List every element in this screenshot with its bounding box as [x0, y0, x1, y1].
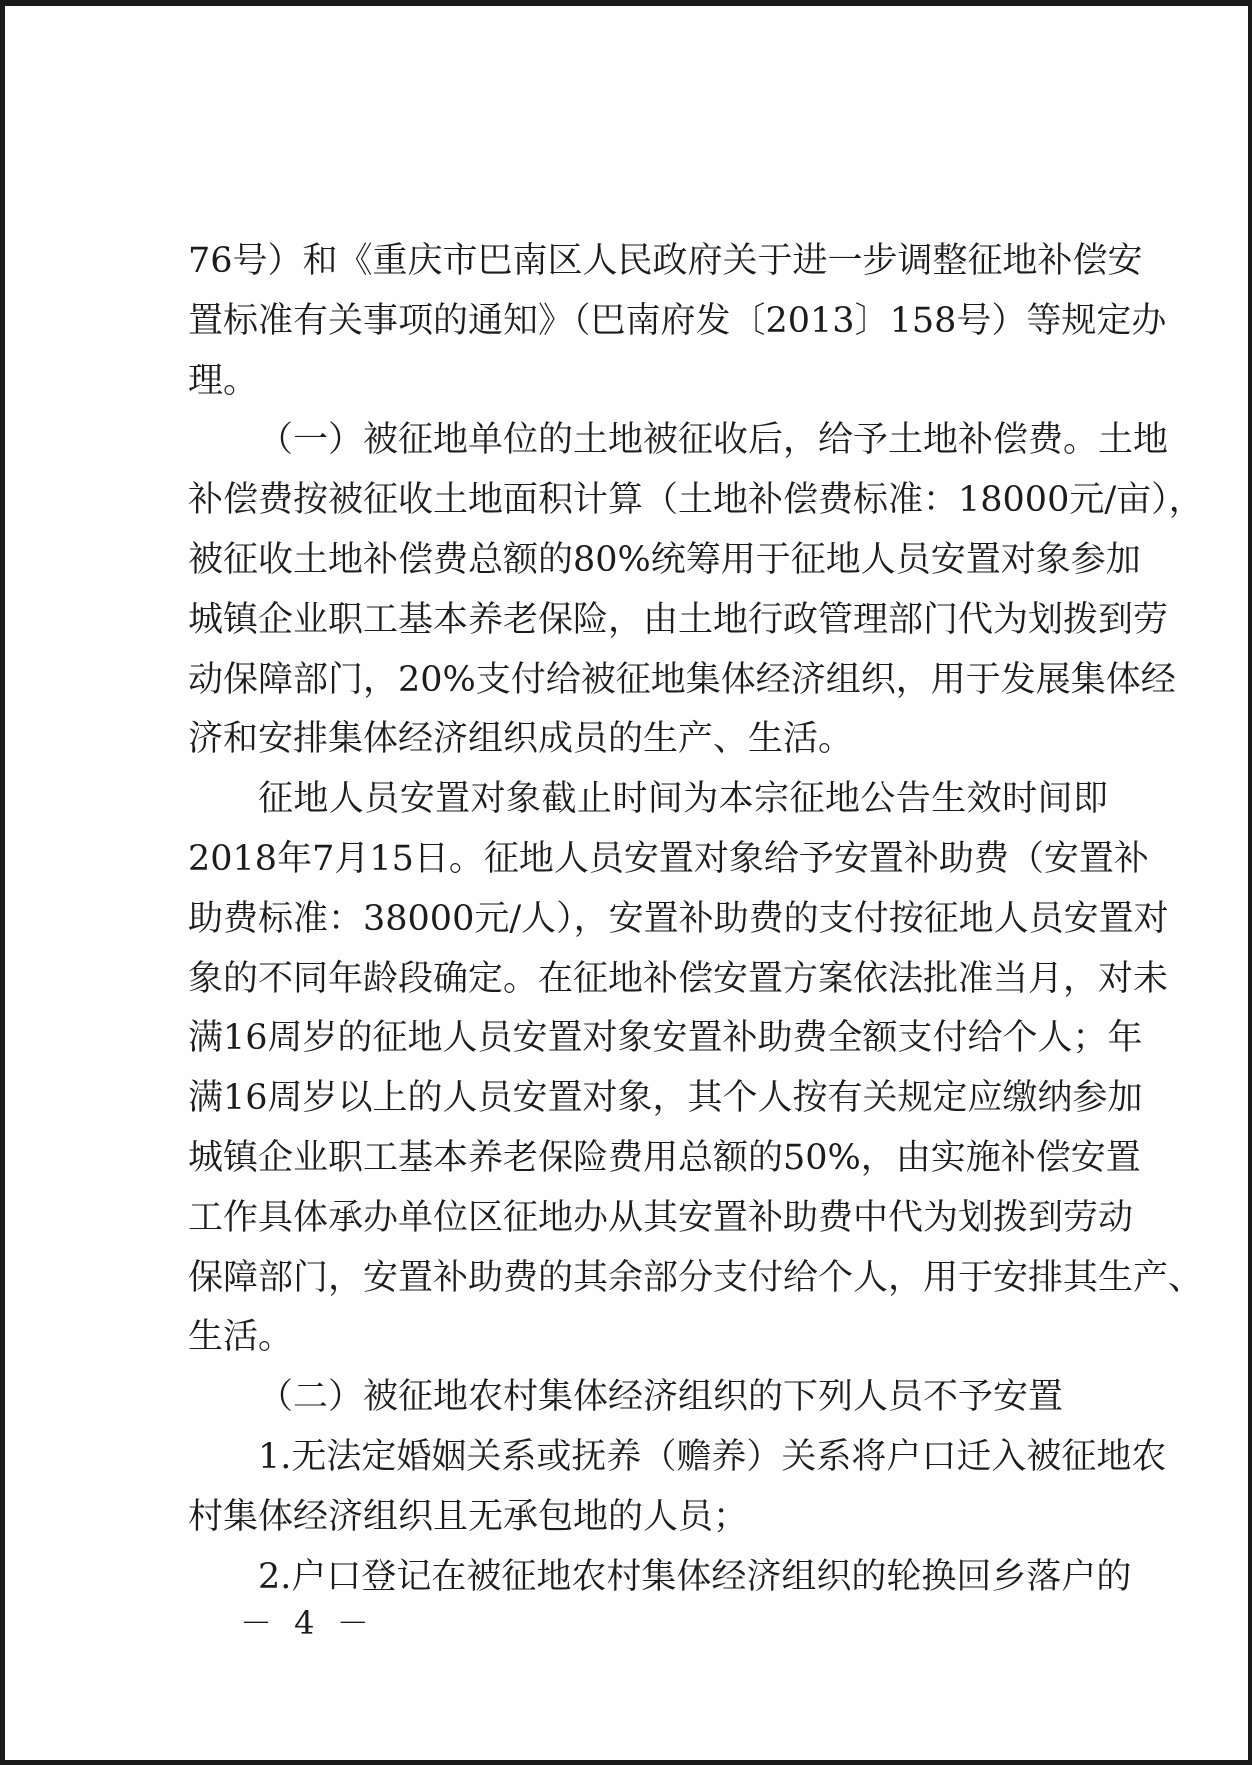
- text-line: 城镇企业职工基本养老保险，由土地行政管理部门代为划拨到劳: [188, 599, 1169, 640]
- text-line: 村集体经济组织且无承包地的人员；: [188, 1496, 749, 1537]
- text-line: 76号）和《重庆市巴南区人民政府关于进一步调整征地补偿安: [188, 241, 1143, 281]
- text-line: 城镇企业职工基本养老保险费用总额的50%，由实施补偿安置: [188, 1137, 1141, 1178]
- text-line: 助费标准：38000元/人），安置补助费的支付按征地人员安置对: [188, 898, 1169, 939]
- text-line: 2018年7月15日。征地人员安置对象给予安置补助费（安置补: [188, 838, 1149, 879]
- text-line: 满16周岁以上的人员安置对象，其个人按有关规定应缴纳参加: [188, 1078, 1143, 1119]
- text-line: 济和安排集体经济组织成员的生产、生活。: [188, 719, 854, 760]
- text-line: 工作具体承办单位区征地办从其安置补助费中代为划拨到劳动: [188, 1197, 1134, 1238]
- body-text: [188, 232, 1204, 1607]
- text-line: 生活。: [188, 1317, 294, 1358]
- text-line: 2.户口登记在被征地农村集体经济组织的轮换回乡落户的: [258, 1556, 1132, 1597]
- text-line: 保障部门，安置补助费的其余部分支付给个人，用于安排其生产、: [188, 1257, 1204, 1298]
- text-line: 满16周岁的征地人员安置对象安置补助费全额支付给个人；年: [188, 1018, 1143, 1059]
- text-line: 1.无法定婚姻关系或抚养（赡养）关系将户口迁入被征地农: [258, 1436, 1167, 1477]
- text-line: 被征收土地补偿费总额的80%统筹用于征地人员安置对象参加: [188, 539, 1141, 580]
- text-line: 动保障部门，20%支付给被征地集体经济组织，用于发展集体经: [188, 659, 1176, 700]
- text-line: 置标准有关事项的通知》（巴南府发〔2013〕158号）等规定办: [188, 300, 1167, 341]
- text-line: 征地人员安置对象截止时间为本宗征地公告生效时间即: [258, 779, 1108, 820]
- page-number: － 4 －: [240, 1604, 375, 1642]
- text-line: 补偿费按被征收土地面积计算（土地补偿费标准：18000元/亩），: [188, 480, 1204, 521]
- text-line: （二）被征地农村集体经济组织的下列人员不予安置: [258, 1377, 1064, 1418]
- text-line: 象的不同年龄段确定。在征地补偿安置方案依法批准当月，对未: [188, 958, 1169, 999]
- text-line: 理。: [188, 360, 259, 401]
- text-line: （一）被征地单位的土地被征收后，给予土地补偿费。土地: [258, 420, 1169, 461]
